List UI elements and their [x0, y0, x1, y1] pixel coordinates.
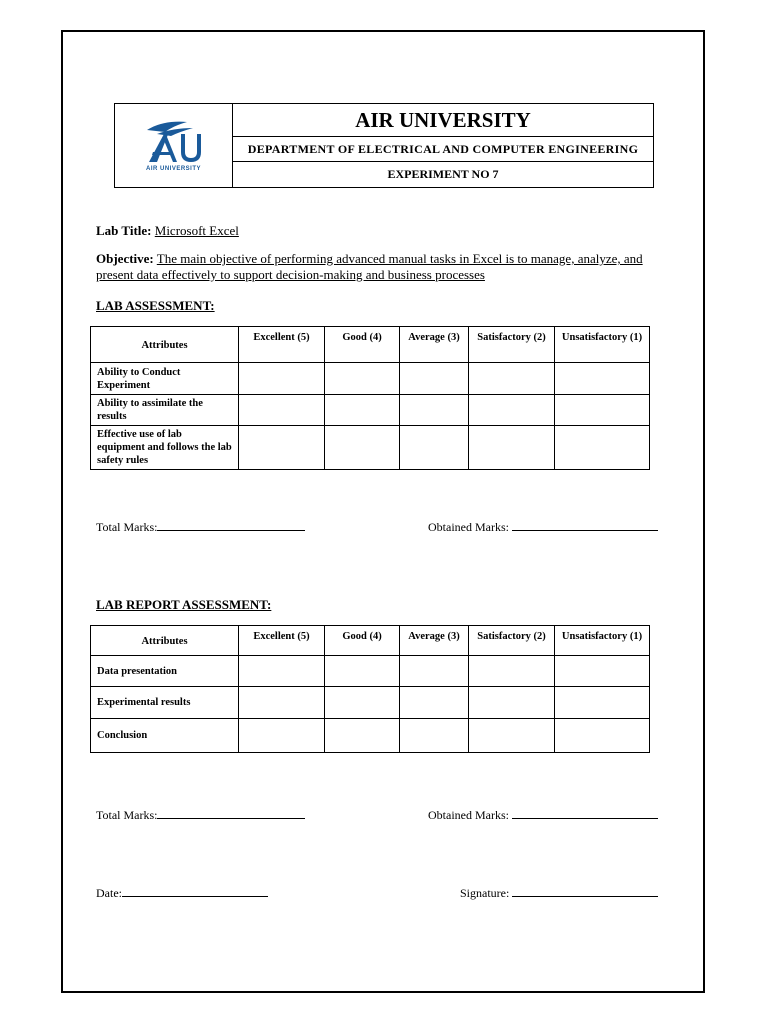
lab-obtained-marks [428, 518, 658, 535]
attribute-cell: Effective use of lab equipment and follows the lab safety rules [91, 426, 239, 470]
column-header: Attributes [91, 327, 239, 363]
total-marks-field[interactable] [157, 806, 305, 819]
date-line [96, 884, 268, 901]
score-cell[interactable] [325, 395, 400, 426]
lab-title-value: Microsoft Excel [154, 223, 239, 238]
score-cell[interactable] [325, 426, 400, 470]
attribute-cell: Conclusion [91, 719, 239, 753]
score-cell[interactable] [555, 719, 650, 753]
table-row [91, 719, 650, 753]
score-cell[interactable] [239, 656, 325, 687]
obtained-marks-field[interactable] [512, 518, 658, 531]
department-name: DEPARTMENT OF ELECTRICAL AND COMPUTER ENGINEERING [233, 137, 653, 162]
logo-caption: AIR UNIVERSITY [145, 166, 201, 172]
table-row [91, 395, 650, 426]
attribute-cell: Data presentation [91, 656, 239, 687]
score-cell[interactable] [400, 687, 469, 719]
score-cell[interactable] [469, 656, 555, 687]
lab-title-label: Lab Title: [96, 223, 152, 238]
date-field[interactable] [122, 884, 268, 897]
score-cell[interactable] [469, 719, 555, 753]
attribute-cell: Experimental results [91, 687, 239, 719]
column-header: Satisfactory (2) [469, 327, 555, 363]
report-obtained-marks [428, 806, 658, 823]
score-cell[interactable] [239, 719, 325, 753]
experiment-number: EXPERIMENT NO 7 [387, 167, 499, 181]
lab-report-assessment-table [90, 625, 650, 753]
air-university-logo-icon [143, 118, 205, 166]
lab-assessment-table [90, 326, 650, 470]
score-cell[interactable] [239, 426, 325, 470]
lab-assessment-title: LAB ASSESSMENT: [96, 298, 215, 313]
column-header: Unsatisfactory (1) [555, 327, 650, 363]
objective [96, 251, 666, 283]
score-cell[interactable] [555, 363, 650, 395]
column-header: Average (3) [400, 626, 469, 656]
score-cell[interactable] [239, 395, 325, 426]
objective-label: Objective: [96, 251, 154, 266]
lab-title [96, 223, 239, 239]
objective-value: The main objective of performing advanced manual tasks in Excel is to manage, analyze, and present data effectively to support decision-making and business processes [96, 251, 643, 282]
signature-line [460, 884, 658, 901]
score-cell[interactable] [469, 363, 555, 395]
score-cell[interactable] [469, 395, 555, 426]
column-header: Satisfactory (2) [469, 626, 555, 656]
total-marks-label: Total Marks: [96, 808, 158, 822]
score-cell[interactable] [325, 687, 400, 719]
obtained-marks-label: Obtained Marks: [428, 520, 509, 534]
column-header: Good (4) [325, 327, 400, 363]
report-total-marks [96, 806, 305, 823]
university-name: AIR UNIVERSITY [233, 104, 653, 137]
lab-report-assessment-title: LAB REPORT ASSESSMENT: [96, 597, 272, 612]
total-marks-field[interactable] [157, 518, 305, 531]
column-header: Excellent (5) [239, 626, 325, 656]
score-cell[interactable] [555, 656, 650, 687]
score-cell[interactable] [325, 363, 400, 395]
score-cell[interactable] [239, 687, 325, 719]
score-cell[interactable] [400, 395, 469, 426]
table-row [91, 426, 650, 470]
score-cell[interactable] [400, 719, 469, 753]
score-cell[interactable] [239, 363, 325, 395]
attribute-cell: Ability to assimilate the results [91, 395, 239, 426]
logo-cell [115, 104, 233, 187]
table-row [91, 363, 650, 395]
score-cell[interactable] [555, 426, 650, 470]
total-marks-label: Total Marks: [96, 520, 158, 534]
score-cell[interactable] [400, 656, 469, 687]
attribute-cell: Ability to Conduct Experiment [91, 363, 239, 395]
table-header-row [91, 626, 650, 656]
score-cell[interactable] [400, 426, 469, 470]
obtained-marks-label: Obtained Marks: [428, 808, 509, 822]
score-cell[interactable] [325, 719, 400, 753]
document-header [114, 103, 654, 188]
score-cell[interactable] [555, 395, 650, 426]
column-header: Attributes [91, 626, 239, 656]
column-header: Good (4) [325, 626, 400, 656]
score-cell[interactable] [555, 687, 650, 719]
date-label: Date: [96, 886, 122, 900]
score-cell[interactable] [325, 656, 400, 687]
score-cell[interactable] [469, 687, 555, 719]
table-row [91, 687, 650, 719]
score-cell[interactable] [400, 363, 469, 395]
lab-total-marks [96, 518, 305, 535]
score-cell[interactable] [469, 426, 555, 470]
signature-label: Signature: [460, 886, 510, 900]
column-header: Average (3) [400, 327, 469, 363]
column-header: Unsatisfactory (1) [555, 626, 650, 656]
table-header-row [91, 327, 650, 363]
signature-field[interactable] [512, 884, 658, 897]
obtained-marks-field[interactable] [512, 806, 658, 819]
table-row [91, 656, 650, 687]
column-header: Excellent (5) [239, 327, 325, 363]
